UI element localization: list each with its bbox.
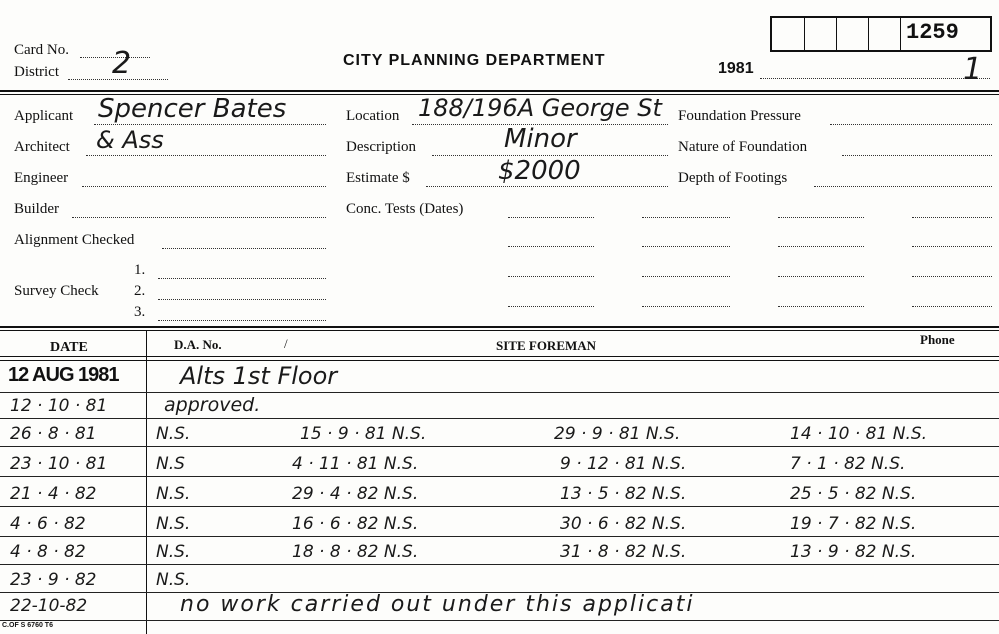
estimate-label: Estimate $ xyxy=(346,170,410,186)
district-label: District xyxy=(14,64,59,80)
log-col1: N.S. xyxy=(156,514,191,534)
district-value: 2 xyxy=(112,46,132,81)
phone-column-header: Phone xyxy=(920,332,955,347)
survey-check-1: 1. xyxy=(134,262,146,278)
architect-label: Architect xyxy=(14,139,70,155)
log-entry: Alts 1st Floor xyxy=(180,362,338,390)
site-foreman-column-header: SITE FOREMAN xyxy=(496,338,597,353)
architect-value: & Ass xyxy=(96,126,164,154)
alignment-checked-label: Alignment Checked xyxy=(14,232,135,248)
log-col1: N.S. xyxy=(156,484,191,504)
date-column-header: DATE xyxy=(50,340,88,355)
log-date: 21 · 4 · 82 xyxy=(10,484,97,504)
log-col3: 29 · 9 · 81 N.S. xyxy=(554,424,681,444)
year-label: 1981 xyxy=(718,60,754,77)
survey-check-label: Survey Check xyxy=(14,283,99,299)
log-col2: 15 · 9 · 81 N.S. xyxy=(300,424,427,444)
da-no-slash: / xyxy=(284,336,288,351)
applicant-value: Spencer Bates xyxy=(98,94,287,124)
location-label: Location xyxy=(346,108,400,124)
log-date: 4 · 8 · 82 xyxy=(10,542,86,562)
location-value: 188/196A George St xyxy=(418,94,662,122)
log-date: 12 AUG 1981 xyxy=(8,364,119,386)
log-col3: 13 · 5 · 82 N.S. xyxy=(560,484,687,504)
log-col4: 25 · 5 · 82 N.S. xyxy=(790,484,917,504)
log-col1: N.S. xyxy=(156,570,191,590)
da-no-column-header: D.A. No. xyxy=(174,337,222,352)
log-date: 4 · 6 · 82 xyxy=(10,514,86,534)
survey-check-2: 2. xyxy=(134,283,146,299)
log-col4: 19 · 7 · 82 N.S. xyxy=(790,514,917,534)
applicant-label: Applicant xyxy=(14,108,74,124)
conc-tests-label: Conc. Tests (Dates) xyxy=(346,201,464,217)
log-col1: N.S. xyxy=(156,424,191,444)
log-date: 26 · 8 · 81 xyxy=(10,424,97,444)
foundation-pressure-label: Foundation Pressure xyxy=(678,108,801,124)
log-entry: no work carried out under this applicati xyxy=(180,592,695,617)
log-col2: 29 · 4 · 82 N.S. xyxy=(292,484,419,504)
survey-check-3: 3. xyxy=(134,304,146,320)
log-date: 22-10-82 xyxy=(10,596,88,616)
log-date: 23 · 9 · 82 xyxy=(10,570,97,590)
department-title: CITY PLANNING DEPARTMENT xyxy=(343,52,606,69)
log-col2: 18 · 8 · 82 N.S. xyxy=(292,542,419,562)
engineer-label: Engineer xyxy=(14,170,69,186)
description-label: Description xyxy=(346,139,416,155)
log-col4: 14 · 10 · 81 N.S. xyxy=(790,424,928,444)
log-date: 12 · 10 · 81 xyxy=(10,396,108,416)
log-col4: 7 · 1 · 82 N.S. xyxy=(790,454,906,474)
log-col2: 4 · 11 · 81 N.S. xyxy=(292,454,419,474)
description-value: Minor xyxy=(504,124,577,154)
log-col1: N.S xyxy=(156,454,185,474)
builder-label: Builder xyxy=(14,201,59,217)
log-col3: 9 · 12 · 81 N.S. xyxy=(560,454,687,474)
card-no-label: Card No. xyxy=(14,42,69,58)
estimate-value: $2000 xyxy=(498,156,581,186)
sheet-number: 1 xyxy=(963,52,983,87)
log-date: 23 · 10 · 81 xyxy=(10,454,108,474)
log-col1: N.S. xyxy=(156,542,191,562)
log-col2: 16 · 6 · 82 N.S. xyxy=(292,514,419,534)
log-col3: 30 · 6 · 82 N.S. xyxy=(560,514,687,534)
nature-of-foundation-label: Nature of Foundation xyxy=(678,139,808,155)
log-col4: 13 · 9 · 82 N.S. xyxy=(790,542,917,562)
card-number: 1259 xyxy=(906,20,959,45)
log-col3: 31 · 8 · 82 N.S. xyxy=(560,542,687,562)
printer-imprint: C.OF S 6760 T6 xyxy=(2,622,53,629)
depth-of-footings-label: Depth of Footings xyxy=(678,170,788,186)
log-entry: approved. xyxy=(164,394,261,416)
